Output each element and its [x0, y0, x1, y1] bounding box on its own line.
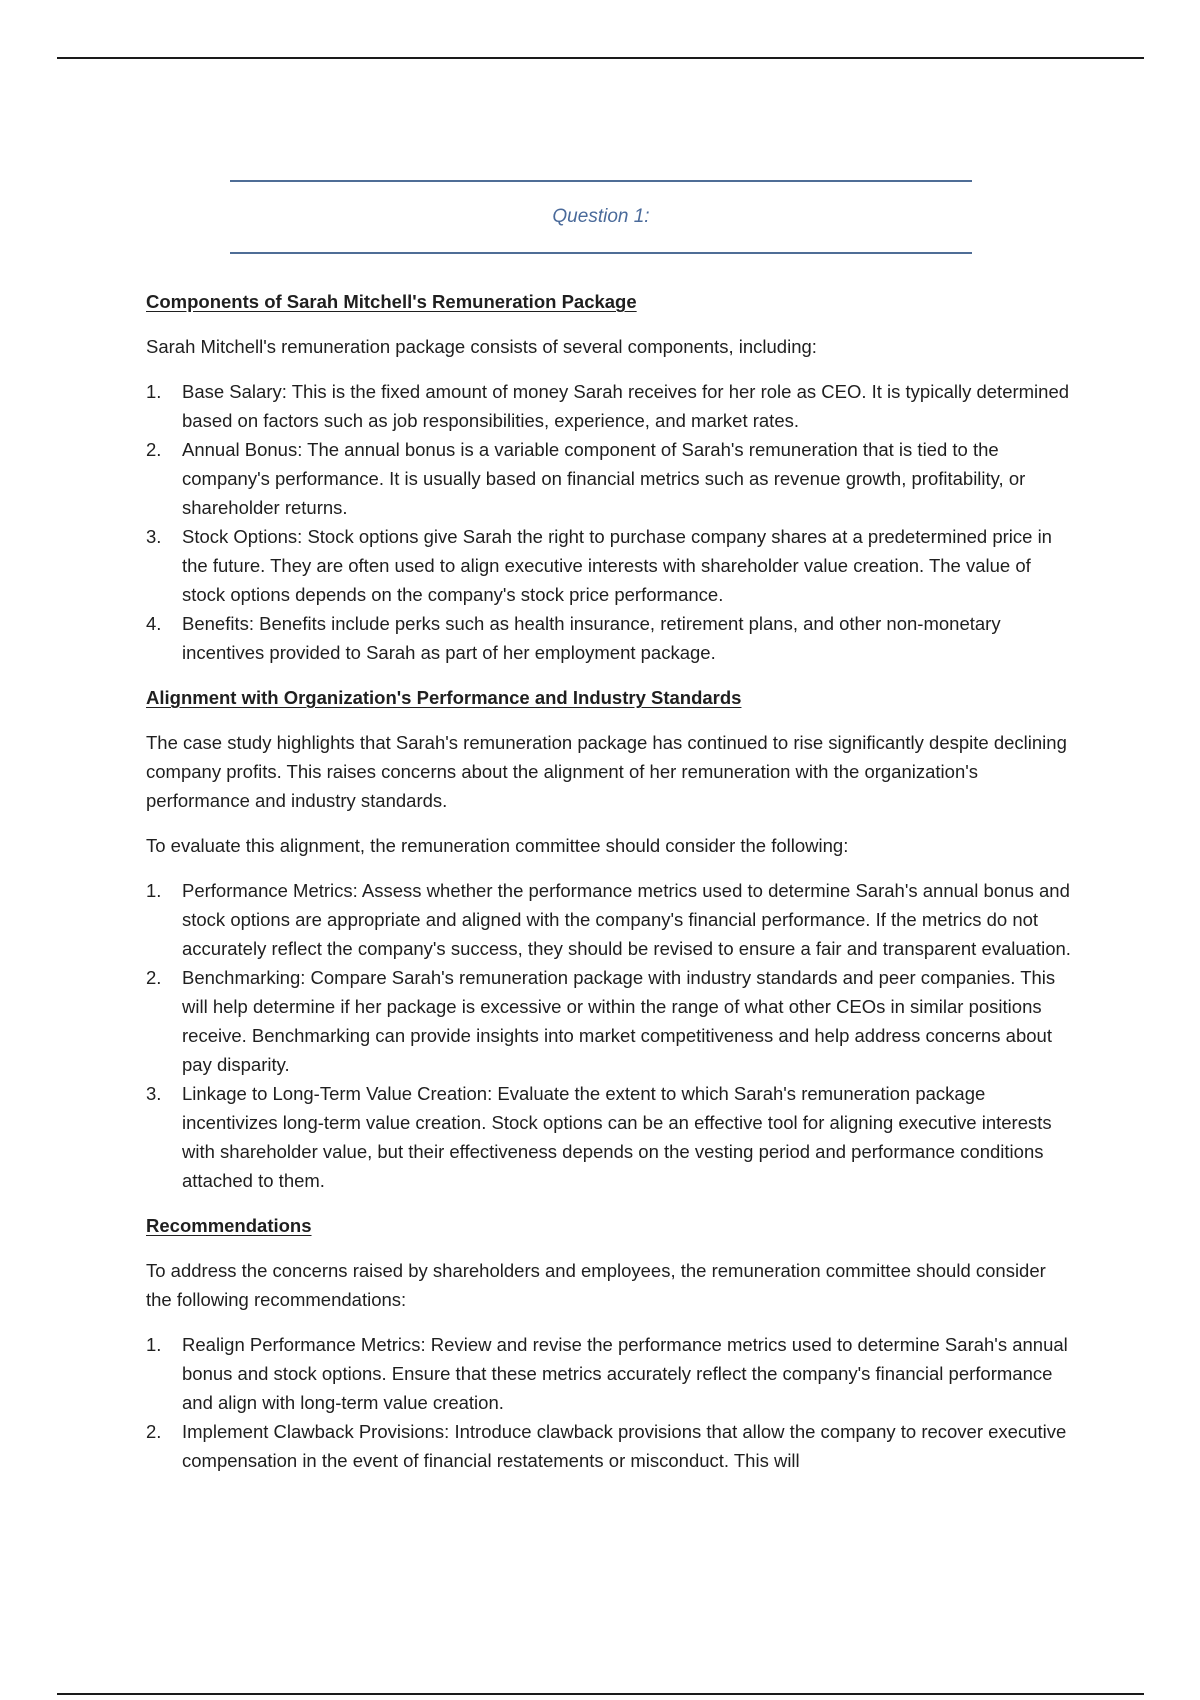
- list-number: 2.: [146, 1421, 162, 1442]
- page-bottom-rule: [57, 1693, 1144, 1695]
- list-number: 3.: [146, 1083, 162, 1104]
- list-number: 1.: [146, 381, 162, 402]
- list-item-text: Implement Clawback Provisions: Introduce clawback provisions that allow the company to recover executive compensation in the event of financial restatements or misconduct. This will: [182, 1421, 1067, 1471]
- list-item: [146, 1330, 1076, 1417]
- paragraph: To evaluate this alignment, the remuneration committee should consider the following:: [146, 835, 849, 856]
- list-number: 1.: [146, 880, 162, 901]
- list-item-text: Benchmarking: Compare Sarah's remuneration package with industry standards and peer companies. This will help determine if her package is excessive or within the range of what other CEOs in similar positions receive. Benchmarking can provide insights into market competitiveness and help address concerns about pay disparity.: [182, 967, 1056, 1075]
- list-number: 3.: [146, 526, 162, 547]
- list-item-text: Performance Metrics: Assess whether the performance metrics used to determine Sarah's annual bonus and stock options are appropriate and aligned with the company's financial performance. If the metrics do not accurately reflect the company's success, they should be revised to ensure a fair and transparent evaluation.: [182, 880, 1071, 959]
- paragraph: Sarah Mitchell's remuneration package consists of several components, including:: [146, 336, 817, 357]
- list-item: [146, 435, 1076, 522]
- list-item: [146, 1079, 1076, 1195]
- list-item: [146, 522, 1076, 609]
- document-body: [146, 287, 1076, 1491]
- page-top-rule: [57, 57, 1144, 59]
- list-item-text: Base Salary: This is the fixed amount of money Sarah receives for her role as CEO. It is typically determined based on factors such as job responsibilities, experience, and market rates.: [182, 381, 1070, 431]
- list-number: 2.: [146, 439, 162, 460]
- numbered-list-components: [146, 377, 1076, 667]
- list-number: 1.: [146, 1334, 162, 1355]
- section-heading-alignment: Alignment with Organization's Performance and Industry Standards: [146, 687, 742, 708]
- list-item: [146, 1417, 1076, 1475]
- numbered-list-alignment: [146, 876, 1076, 1195]
- list-item-text: Benefits: Benefits include perks such as health insurance, retirement plans, and other non-monetary incentives provided to Sarah as part of her employment package.: [182, 613, 1001, 663]
- list-number: 4.: [146, 613, 162, 634]
- numbered-list-recommendations: [146, 1330, 1076, 1475]
- list-item: [146, 963, 1076, 1079]
- question-title: Question 1:: [552, 206, 650, 227]
- title-bottom-rule: [230, 252, 972, 254]
- section-heading-components: Components of Sarah Mitchell's Remuneration Package: [146, 291, 637, 312]
- list-item-text: Stock Options: Stock options give Sarah the right to purchase company shares at a predetermined price in the future. They are often used to align executive interests with shareholder value creation. The value of stock options depends on the company's stock price performance.: [182, 526, 1052, 605]
- list-item-text: Realign Performance Metrics: Review and revise the performance metrics used to determine Sarah's annual bonus and stock options. Ensure that these metrics accurately reflect the company's financial performance and align with long-term value creation.: [182, 1334, 1068, 1413]
- list-item: [146, 609, 1076, 667]
- list-item: [146, 876, 1076, 963]
- list-item: [146, 377, 1076, 435]
- question-title-block: [230, 180, 972, 254]
- list-item-text: Linkage to Long-Term Value Creation: Evaluate the extent to which Sarah's remuneration package incentivizes long-term value creation. Stock options can be an effective tool for aligning executive interests with shareholder value, but their effectiveness depends on the vesting period and performance conditions attached to them.: [182, 1083, 1052, 1191]
- paragraph: The case study highlights that Sarah's remuneration package has continued to rise significantly despite declining company profits. This raises concerns about the alignment of her remuneration with the organization's performance and industry standards.: [146, 732, 1067, 811]
- section-heading-recommendations: Recommendations: [146, 1215, 312, 1236]
- paragraph: To address the concerns raised by shareholders and employees, the remuneration committee should consider the following recommendations:: [146, 1260, 1046, 1310]
- list-item-text: Annual Bonus: The annual bonus is a variable component of Sarah's remuneration that is tied to the company's performance. It is usually based on financial metrics such as revenue growth, profitability, or shareholder returns.: [182, 439, 1026, 518]
- list-number: 2.: [146, 967, 162, 988]
